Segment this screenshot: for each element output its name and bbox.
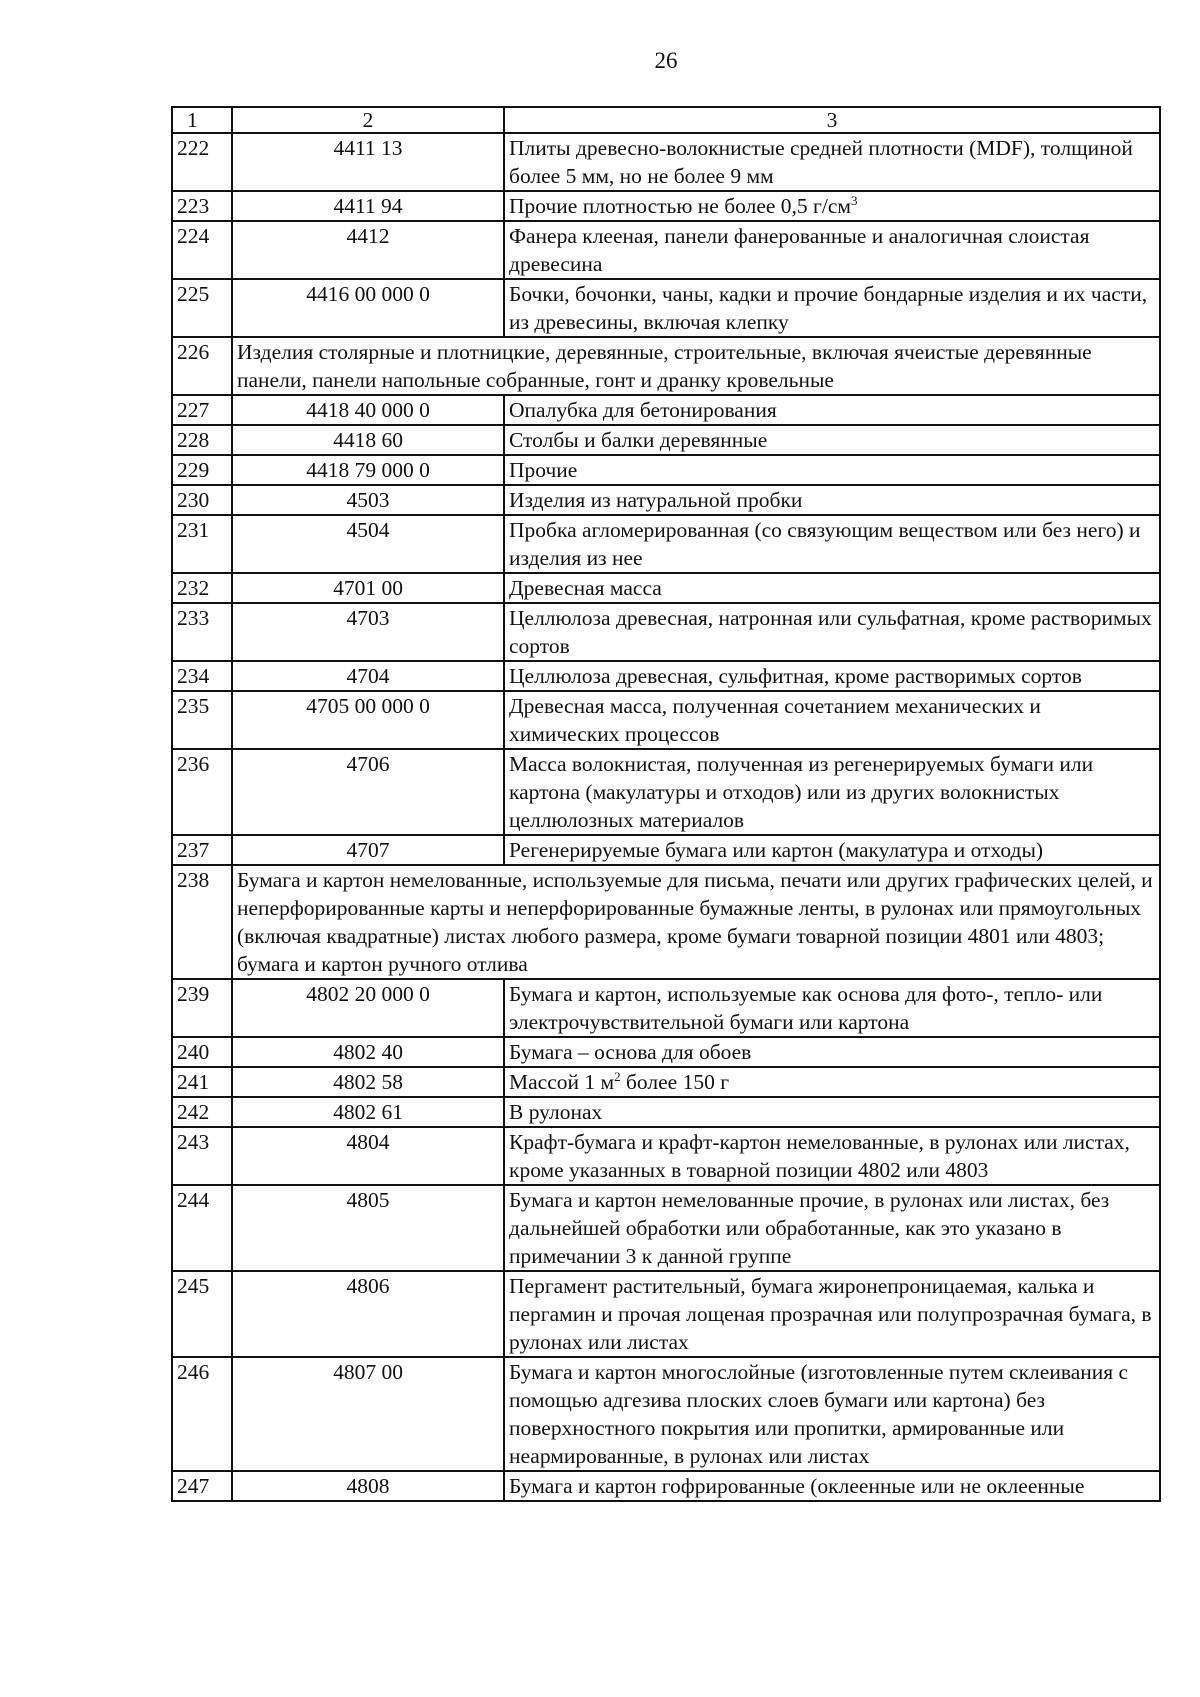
row-code: 4808 [232, 1471, 504, 1501]
row-number: 232 [172, 573, 232, 603]
row-number: 239 [172, 979, 232, 1037]
row-description [504, 425, 1160, 455]
table-row [172, 1271, 1160, 1357]
row-description-text: Массой 1 м [509, 1070, 615, 1094]
row-description [504, 661, 1160, 691]
row-description-text: Масса волокнистая, полученная из регенерируемых бумаги или картона (макулатуры и отходов) или из других волокнистых целлюлозных материалов [509, 752, 1094, 832]
row-description-text: Опалубка для бетонирования [509, 398, 777, 422]
row-code: 4802 58 [232, 1067, 504, 1097]
row-description [504, 1357, 1160, 1471]
row-number: 243 [172, 1127, 232, 1185]
row-code: 4412 [232, 221, 504, 279]
table-row [172, 1185, 1160, 1271]
row-description [504, 279, 1160, 337]
table-row [172, 455, 1160, 485]
row-description [504, 1471, 1160, 1501]
row-number: 223 [172, 191, 232, 221]
table-row [172, 865, 1160, 979]
row-code: 4418 60 [232, 425, 504, 455]
row-description-text: Пробка агломерированная (со связующим веществом или без него) и изделия из нее [509, 518, 1141, 570]
row-group-description: Бумага и картон немелованные, используемые для письма, печати или других графических целей, и неперфорированные карты и неперфорированные бумажные ленты, в рулонах или прямоугольных (включая квадратные) листах любого размера, кроме бумаги товарной позиции 4801 или 4803; бумага и картон ручного отлива [232, 865, 1160, 979]
row-description [504, 191, 1160, 221]
table-row [172, 279, 1160, 337]
row-code: 4804 [232, 1127, 504, 1185]
row-description [504, 485, 1160, 515]
row-description [504, 515, 1160, 573]
row-description-text: Бумага и картон многослойные (изготовленные путем склеивания с помощью адгезива плоских слоев бумаги или картона) без поверхностного покрытия или пропитки, армированные или неармированные, в рулонах или листах [509, 1360, 1129, 1468]
row-number: 241 [172, 1067, 232, 1097]
row-number: 231 [172, 515, 232, 573]
row-code: 4418 40 000 0 [232, 395, 504, 425]
table-row [172, 133, 1160, 191]
row-number: 235 [172, 691, 232, 749]
header-col-3: 3 [504, 107, 1160, 133]
row-description-text: Прочие [509, 458, 578, 482]
row-code: 4807 00 [232, 1357, 504, 1471]
row-description [504, 133, 1160, 191]
row-description-text: Бумага и картон немелованные прочие, в рулонах или листах, без дальнейшей обработки или обработанные, как это указано в примечании 3 к данной группе [509, 1188, 1110, 1268]
row-description-text: Целлюлоза древесная, натронная или сульфатная, кроме растворимых сортов [509, 606, 1152, 658]
table-row [172, 191, 1160, 221]
row-code: 4703 [232, 603, 504, 661]
row-number: 240 [172, 1037, 232, 1067]
row-code: 4802 40 [232, 1037, 504, 1067]
row-code: 4411 13 [232, 133, 504, 191]
row-description [504, 395, 1160, 425]
row-description-text: Крафт-бумага и крафт-картон немелованные, в рулонах или листах, кроме указанных в товарной позиции 4802 или 4803 [509, 1130, 1130, 1182]
row-description [504, 1037, 1160, 1067]
page-number: 26 [654, 48, 678, 73]
row-number: 230 [172, 485, 232, 515]
row-description-text: Плиты древесно-волокнистые средней плотности (MDF), толщиной более 5 мм, но не более 9 мм [509, 136, 1133, 188]
row-description [504, 691, 1160, 749]
row-code: 4701 00 [232, 573, 504, 603]
table-row [172, 661, 1160, 691]
row-code: 4705 00 000 0 [232, 691, 504, 749]
row-code: 4503 [232, 485, 504, 515]
row-code: 4707 [232, 835, 504, 865]
table-row [172, 691, 1160, 749]
table-row [172, 1127, 1160, 1185]
row-description [504, 835, 1160, 865]
row-number: 247 [172, 1471, 232, 1501]
row-description-text: Регенерируемые бумага или картон (макулатура и отходы) [509, 838, 1044, 862]
row-description-text: Изделия из натуральной пробки [509, 488, 803, 512]
row-description-text: Бумага – основа для обоев [509, 1040, 752, 1064]
row-description [504, 979, 1160, 1037]
row-description-tail: более 150 г [620, 1070, 730, 1094]
header-col-1: 1 [172, 107, 232, 133]
row-description [504, 1067, 1160, 1097]
row-number: 238 [172, 865, 232, 979]
table-row [172, 749, 1160, 835]
row-description-text: Бумага и картон, используемые как основа для фото-, тепло- или электрочувствительной бумаги или картона [509, 982, 1103, 1034]
row-number: 226 [172, 337, 232, 395]
row-code: 4706 [232, 749, 504, 835]
table-row [172, 425, 1160, 455]
row-description [504, 1127, 1160, 1185]
row-number: 227 [172, 395, 232, 425]
row-code: 4416 00 000 0 [232, 279, 504, 337]
row-description-text: Бумага и картон гофрированные (оклеенные или не оклеенные [509, 1474, 1085, 1498]
row-description [504, 1185, 1160, 1271]
table-row [172, 1471, 1160, 1501]
row-group-description: Изделия столярные и плотницкие, деревянные, строительные, включая ячеистые деревянные панели, панели напольные собранные, гонт и дранку кровельные [232, 337, 1160, 395]
row-code: 4806 [232, 1271, 504, 1357]
row-description-text: Столбы и балки деревянные [509, 428, 768, 452]
row-code: 4802 61 [232, 1097, 504, 1127]
row-number: 242 [172, 1097, 232, 1127]
table-row [172, 395, 1160, 425]
header-col-2: 2 [232, 107, 504, 133]
row-number: 246 [172, 1357, 232, 1471]
table-row [172, 835, 1160, 865]
row-code: 4802 20 000 0 [232, 979, 504, 1037]
row-description [504, 749, 1160, 835]
table-header-row [172, 107, 1160, 133]
row-description-text: Фанера клееная, панели фанерованные и аналогичная слоистая древесина [509, 224, 1090, 276]
row-description-superscript: 3 [850, 192, 858, 208]
row-description [504, 573, 1160, 603]
row-description-text: Целлюлоза древесная, сульфитная, кроме растворимых сортов [509, 664, 1082, 688]
table-row [172, 485, 1160, 515]
row-number: 222 [172, 133, 232, 191]
row-number: 224 [172, 221, 232, 279]
row-code: 4704 [232, 661, 504, 691]
row-description [504, 455, 1160, 485]
table-row [172, 1067, 1160, 1097]
table-row [172, 1097, 1160, 1127]
row-code: 4504 [232, 515, 504, 573]
row-number: 229 [172, 455, 232, 485]
row-description [504, 603, 1160, 661]
table-row [172, 573, 1160, 603]
row-code: 4805 [232, 1185, 504, 1271]
table-row [172, 1037, 1160, 1067]
row-description [504, 1097, 1160, 1127]
row-code: 4418 79 000 0 [232, 455, 504, 485]
row-description-text: Пергамент растительный, бумага жиронепроницаемая, калька и пергамин и прочая лощеная прозрачная или полупрозрачная бумага, в рулонах или листах [509, 1274, 1152, 1354]
row-number: 244 [172, 1185, 232, 1271]
table-row [172, 515, 1160, 573]
row-number: 236 [172, 749, 232, 835]
row-description [504, 221, 1160, 279]
row-number: 228 [172, 425, 232, 455]
row-description-text: В рулонах [509, 1100, 603, 1124]
row-number: 225 [172, 279, 232, 337]
row-number: 245 [172, 1271, 232, 1357]
table-row [172, 337, 1160, 395]
row-description-text: Бочки, бочонки, чаны, кадки и прочие бондарные изделия и их части, из древесины, включая клепку [509, 282, 1148, 334]
row-description-text: Древесная масса, полученная сочетанием механических и химических процессов [509, 694, 1041, 746]
table-row [172, 1357, 1160, 1471]
row-code: 4411 94 [232, 191, 504, 221]
table-row [172, 603, 1160, 661]
row-number: 237 [172, 835, 232, 865]
classification-table [171, 106, 1161, 1502]
row-description [504, 1271, 1160, 1357]
row-number: 233 [172, 603, 232, 661]
row-description-superscript: 2 [614, 1068, 621, 1084]
row-description-text: Древесная масса [509, 576, 662, 600]
table-row [172, 979, 1160, 1037]
row-number: 234 [172, 661, 232, 691]
table-row [172, 221, 1160, 279]
row-description-text: Прочие плотностью не более 0,5 г/см [509, 194, 851, 218]
